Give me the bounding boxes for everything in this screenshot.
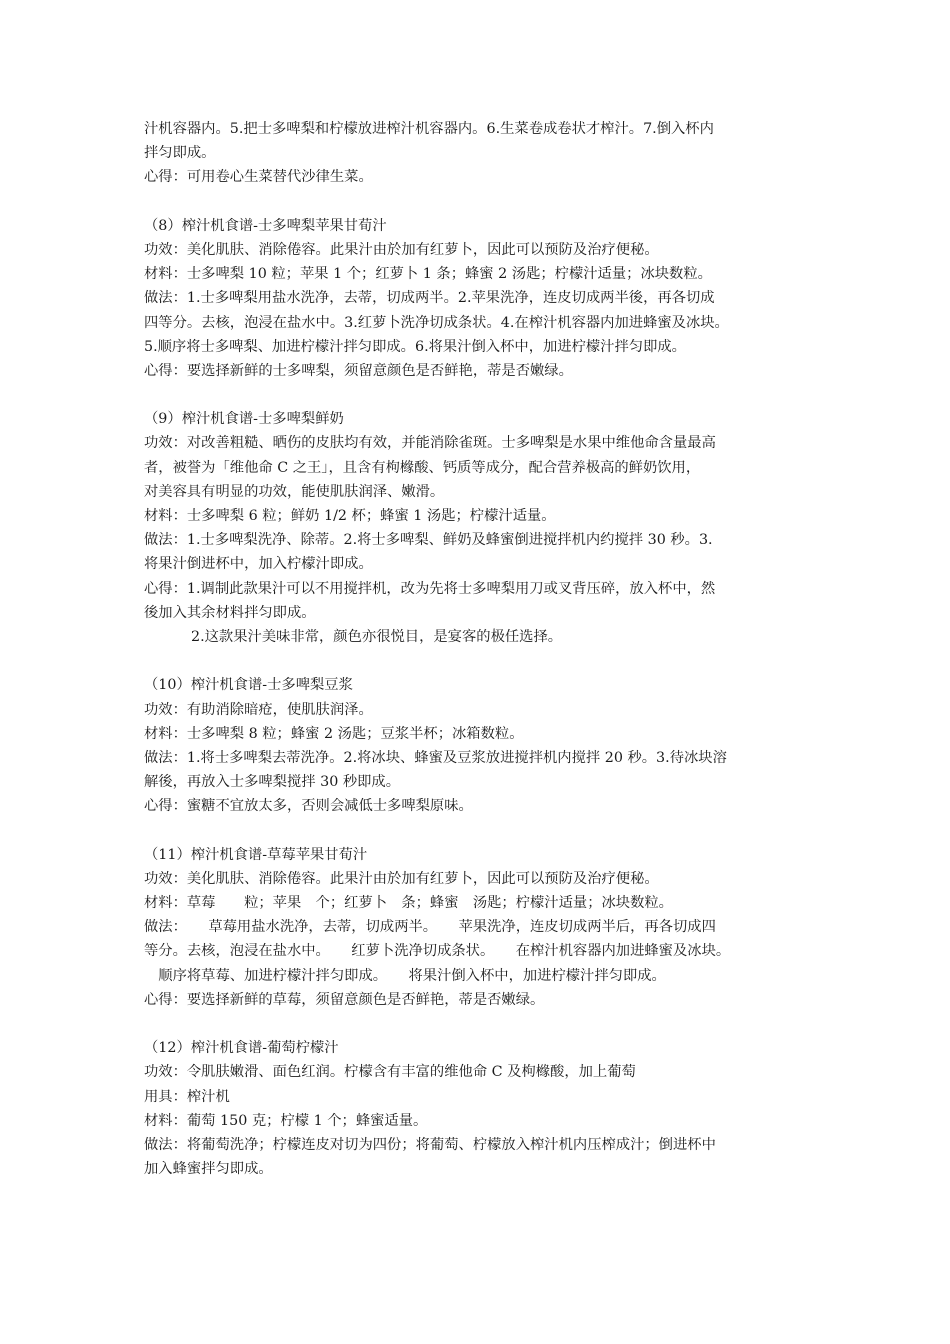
text-line: 对美容具有明显的功效，能使肌肤润泽、嫩滑。 [144,483,445,500]
text-line: 做法：1.士多啤梨洗净、除蒂。2.将士多啤梨、鲜奶及蜂蜜倒进搅拌机内约搅拌 30 秒。3. [144,532,713,549]
text-line: 汁机容器内。5.把士多啤梨和柠檬放进榨汁机容器内。6.生菜卷成卷状才榨汁。7.倒入杯内 [144,121,714,137]
document-page [144,117,816,1181]
text-line: 材料：葡萄 150 克；柠檬 1 个；蜂蜜适量。 [144,1112,428,1129]
text-line: 做法： 草莓用盐水洗净，去蒂，切成两半。 苹果洗净，连皮切成两半后，再各切成四 [144,919,716,936]
text-line: 者，被誉为「维他命 C 之王」，且含有枸橼酸、钙质等成分，配合营养极高的鲜奶饮用， [144,459,701,476]
text-line: 功效：美化肌肤、消除倦容。此果汁由於加有红萝卜，因此可以预防及治疗便秘。 [144,241,659,258]
text-line: 等分。去核，泡浸在盐水中。 红萝卜洗净切成条状。 在榨汁机容器内加进蜂蜜及冰块。 [144,943,731,960]
text-line: 心得：要选择新鲜的草莓，须留意颜色是否鲜艳，蒂是否嫩绿。 [144,991,545,1008]
text-line: 功效：美化肌肤、消除倦容。此果汁由於加有红萝卜，因此可以预防及治疗便秘。 [144,870,659,887]
text-line: 材料：士多啤梨 10 粒；苹果 1 个；红萝卜 1 条；蜂蜜 2 汤匙；柠檬汁适量；冰块数粒。 [144,266,712,283]
text-line: 四等分。去核，泡浸在盐水中。3.红萝卜洗净切成条状。4.在榨汁机容器内加进蜂蜜及冰块。 [144,314,729,331]
text-line: 功效：对改善粗糙、晒伤的皮肤均有效，并能消除雀斑。士多啤梨是水果中维他命含量最高 [144,435,716,452]
text-line: 功效：令肌肤嫩滑、面色红润。柠檬含有丰富的维他命 C 及枸橼酸，加上葡萄 [144,1064,636,1081]
text-line: 用具：榨汁机 [144,1088,230,1105]
text-line: 拌匀即成。 [144,145,216,162]
recipe-title: （8）榨汁机食谱-士多啤梨苹果甘荀汁 [144,217,387,234]
text-line: 做法：1.士多啤梨用盐水洗净，去蒂，切成两半。2.苹果洗净，连皮切成两半後，再各切成 [144,290,715,307]
text-line: 後加入其余材料拌匀即成。 [144,604,316,621]
text-line: 做法：将葡萄洗净；柠檬连皮对切为四份；将葡萄、柠檬放入榨汁机内压榨成汁；倒进杯中 [144,1136,716,1153]
text-line: 将果汁倒进杯中，加入柠檬汁即成。 [144,556,373,573]
text-line: 材料：草莓 粒；苹果 个；红萝卜 条；蜂蜜 汤匙；柠檬汁适量；冰块数粒。 [144,895,673,911]
text-line: 加入蜂蜜拌匀即成。 [144,1161,273,1178]
text-line: 顺序将草莓、加进柠檬汁拌匀即成。 将果汁倒入杯中，加进柠檬汁拌匀即成。 [144,967,666,984]
text-line: 心得：1.调制此款果汁可以不用搅拌机，改为先将士多啤梨用刀或叉背压碎，放入杯中，然 [144,580,716,597]
recipe-title: （12）榨汁机食谱-葡萄柠檬汁 [144,1040,339,1057]
text-line: 解後，再放入士多啤梨搅拌 30 秒即成。 [144,774,401,791]
text-line: 心得：要选择新鲜的士多啤梨，须留意颜色是否鲜艳，蒂是否嫩绿。 [144,362,573,379]
recipe-title: （10）榨汁机食谱-士多啤梨豆浆 [144,677,353,694]
text-line: 功效：有助消除暗疮，使肌肤润泽。 [144,701,373,718]
recipe-title: （11）榨汁机食谱-草莓苹果甘荀汁 [144,846,368,863]
text-line: 材料：士多啤梨 6 粒；鲜奶 1/2 杯；蜂蜜 1 汤匙；柠檬汁适量。 [144,508,556,524]
text-line: 心得：可用卷心生菜替代沙律生菜。 [144,169,373,186]
text-line: 材料：士多啤梨 8 粒；蜂蜜 2 汤匙；豆浆半杯；冰箱数粒。 [144,725,524,742]
text-line-indented: 2.这款果汁美味非常，颜色亦很悦目，是宴客的极任选择。 [191,628,563,645]
text-line: 做法：1.将士多啤梨去蒂洗净。2.将冰块、蜂蜜及豆浆放进搅拌机内搅拌 20 秒。3.待冰块溶 [144,749,727,766]
recipe-title: （9）榨汁机食谱-士多啤梨鲜奶 [144,411,344,428]
text-line: 心得：蜜糖不宜放太多，否则会减低士多啤梨原味。 [144,798,473,815]
text-line: 5.顺序将士多啤梨、加进柠檬汁拌匀即成。6.将果汁倒入杯中，加进柠檬汁拌匀即成。 [144,338,686,355]
